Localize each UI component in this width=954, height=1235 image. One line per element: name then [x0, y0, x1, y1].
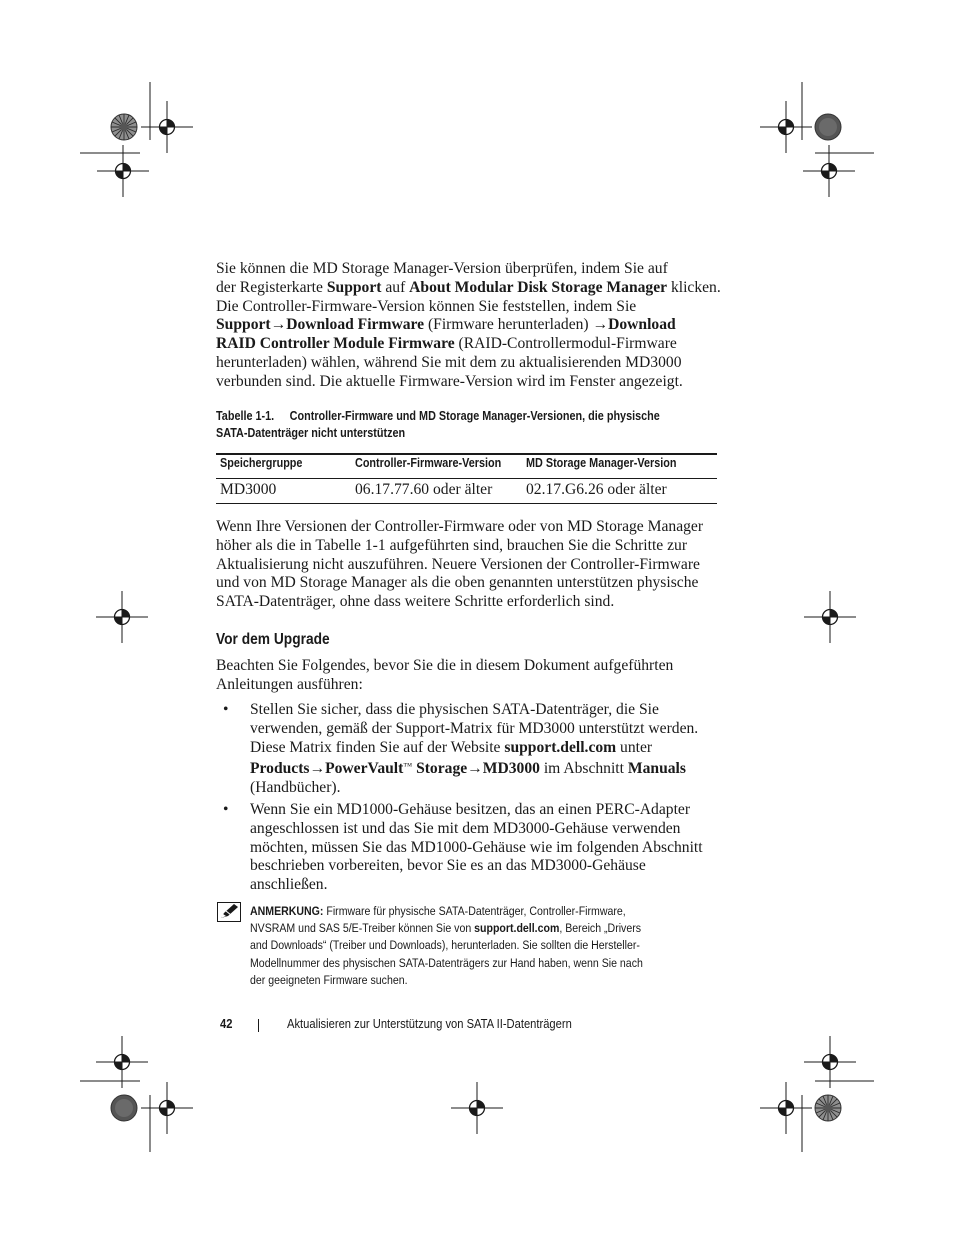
section-heading: Vor dem Upgrade	[216, 631, 330, 648]
intro-text: (Firmware herunterladen) →	[424, 316, 609, 334]
bullet-line: anschließen.	[250, 876, 328, 894]
note-text: der geeigneten Firmware suchen.	[250, 972, 408, 987]
versions-line: höher als die in Tabelle 1-1 aufgeführten sind, brauchen Sie die Schritte zur	[216, 536, 688, 554]
bullet-text: unter	[616, 738, 653, 756]
footer-title: Aktualisieren zur Unterstützung von SATA II-Datenträgern	[287, 1016, 572, 1031]
table-header-cell: MD Storage Manager-Version	[526, 456, 677, 470]
intro-line-6: herunterladen) wählen, während Sie mit dem zu aktualisierenden MD3000	[216, 353, 682, 371]
table-cell: 02.17.G6.26 oder älter	[526, 481, 667, 498]
table-header-cell: Speichergruppe	[220, 456, 303, 470]
note-label: ANMERKUNG:	[250, 904, 324, 918]
ui-term-products: Products→PowerVault	[250, 760, 404, 778]
before-line: Beachten Sie Folgendes, bevor Sie die in diesem Dokument aufgeführten	[216, 657, 674, 674]
note-pencil-icon	[217, 902, 241, 922]
intro-paragraph	[216, 260, 726, 392]
table-caption-label: Tabelle 1-1.	[216, 409, 275, 423]
versions-line: und von MD Storage Manager als die oben genannten unterstützen physische	[216, 574, 699, 592]
bullet-line	[250, 757, 720, 779]
versions-line: SATA-Datenträger, ohne dass weitere Schritte erforderlich sind.	[216, 593, 615, 611]
bullet-item-sata-matrix	[250, 701, 720, 798]
intro-text: der Registerkarte	[216, 278, 327, 296]
intro-line-3: Die Controller-Firmware-Version können Sie feststellen, indem Sie	[216, 297, 637, 315]
intro-line-4	[216, 316, 726, 335]
intro-text: (RAID-Controllermodul-Firmware	[454, 335, 677, 353]
bullet-line: (Handbücher).	[250, 779, 341, 797]
note-text: Firmware für physische SATA-Datenträger, Controller-Firmware,	[323, 904, 626, 918]
note-support-link[interactable]: support.dell.com	[474, 921, 560, 936]
trademark-symbol: ™	[403, 761, 413, 772]
table-cell: MD3000	[220, 481, 277, 498]
ui-term-about: About Modular Disk Storage Manager	[409, 278, 668, 296]
note-text: and Downloads“ (Treiber und Downloads), herunterladen. Sie sollten die Hersteller-	[250, 938, 640, 953]
bullet-line: verwenden, gemäß der Support-Matrix für MD3000 unterstützt werden.	[250, 719, 699, 737]
intro-line-7: verbunden sind. Die aktuelle Firmware-Version wird im Fenster angezeigt.	[216, 372, 683, 390]
intro-text: klicken.	[667, 278, 721, 296]
bullet-line	[250, 739, 720, 758]
bullet-text: im Abschnitt	[539, 760, 628, 778]
bullet-line: angeschlossen ist und das Sie mit dem MD3000-Gehäuse verwenden	[250, 819, 681, 837]
intro-text: auf	[381, 278, 410, 296]
table-caption-title: Controller-Firmware und MD Storage Manager-Versionen, die physische	[289, 409, 660, 423]
note-text: NVSRAM und SAS 5/E-Treiber können Sie von	[250, 921, 475, 936]
ui-term-download-firmware: Support→Download Firmware	[216, 316, 425, 334]
note-block	[250, 903, 730, 989]
versions-line: Aktualisierung nicht auszuführen. Neuere Versionen der Controller-Firmware	[216, 555, 700, 573]
table-cell: 06.17.77.60 oder älter	[355, 481, 493, 498]
table-top-rule	[216, 453, 717, 455]
note-text: Modellnummer des physischen SATA-Datenträgers zur Hand haben, wenn Sie nach	[250, 955, 643, 970]
table-caption	[216, 408, 736, 443]
ui-term-support: Support	[326, 278, 382, 296]
table-bottom-rule	[216, 503, 717, 504]
table-header-rule	[216, 478, 717, 479]
intro-line-2	[216, 279, 726, 298]
bullet-item-md1000	[250, 801, 720, 895]
note-text: , Bereich „Drivers	[559, 921, 642, 936]
intro-line-5	[216, 335, 726, 354]
ui-term-raid-firmware: RAID Controller Module Firmware	[216, 335, 455, 353]
bullet-line: Wenn Sie ein MD1000-Gehäuse besitzen, das an einen PERC-Adapter	[250, 801, 691, 818]
bullet-line: möchten, müssen Sie das MD1000-Gehäuse wie im folgenden Abschnitt	[250, 838, 703, 856]
before-paragraph	[216, 657, 726, 695]
table-caption-title-2: SATA-Datenträger nicht unterstützen	[216, 426, 406, 441]
table-header-cell: Controller-Firmware-Version	[355, 456, 502, 470]
versions-line: Wenn Ihre Versionen der Controller-Firmware oder von MD Storage Manager	[216, 518, 704, 535]
support-site-link[interactable]: support.dell.com	[504, 738, 617, 756]
bullet-line: beschrieben vorbereiten, bevor Sie es an das MD3000-Gehäuse	[250, 857, 646, 875]
versions-paragraph	[216, 518, 726, 612]
page-number: 42	[220, 1016, 233, 1031]
ui-term-storage: Storage→MD3000	[412, 760, 540, 778]
bullet-marker: •	[223, 701, 229, 718]
ui-term-download: Download	[608, 316, 676, 334]
ui-term-manuals: Manuals	[627, 760, 686, 778]
footer-separator	[258, 1019, 259, 1032]
bullet-line: Stellen Sie sicher, dass die physischen SATA-Datenträger, die Sie	[250, 701, 659, 718]
intro-line-1: Sie können die MD Storage Manager-Version überprüfen, indem Sie auf	[216, 260, 668, 277]
bullet-marker: •	[223, 801, 229, 818]
bullet-text: Diese Matrix finden Sie auf der Website	[250, 738, 505, 756]
before-line: Anleitungen ausführen:	[216, 675, 363, 693]
